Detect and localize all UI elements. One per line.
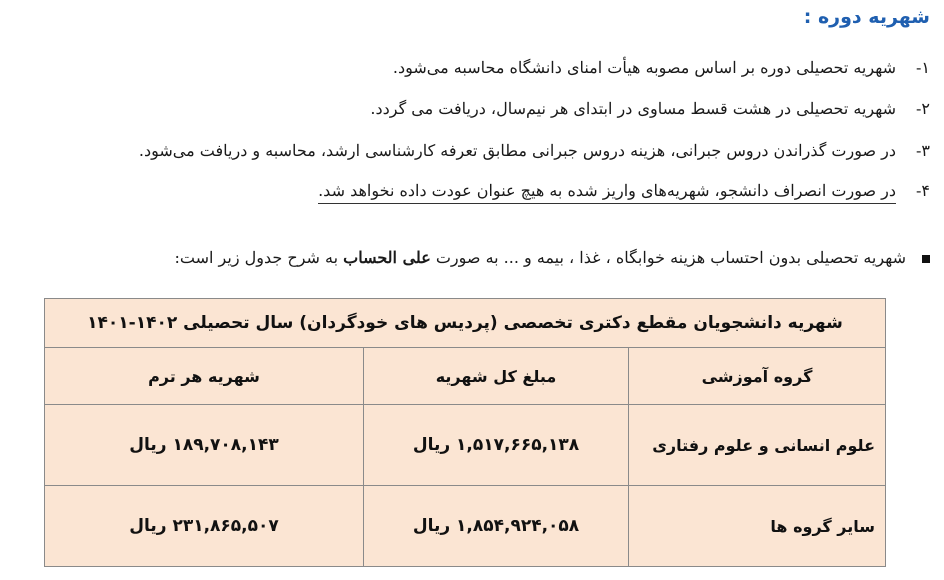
table-caption-row — [45, 299, 886, 348]
list-item-3 — [20, 141, 930, 160]
list-item-1 — [20, 58, 930, 77]
table-header-row — [45, 348, 886, 405]
item-text: شهریه تحصیلی در هشت قسط مساوی در ابتدای هر نیم‌سال، دریافت می گردد. — [370, 99, 896, 118]
note-text-before: شهریه تحصیلی بدون احتساب هزینه خوابگاه ، غذا ، بیمه و ... به صورت — [430, 248, 906, 267]
header-per-term: شهریه هر ترم — [45, 348, 364, 405]
cell-total: ۱,۸۵۴,۹۲۴,۰۵۸ ریال — [364, 486, 629, 567]
square-bullet-icon — [922, 255, 930, 263]
cell-per-term: ۲۳۱,۸۶۵,۵۰۷ ریال — [45, 486, 364, 567]
list-item-2 — [20, 99, 930, 118]
item-number: ۳- — [916, 141, 930, 160]
cell-group: سایر گروه ها — [629, 486, 886, 567]
item-number: ۴- — [916, 181, 930, 200]
note-text-bold: علی الحساب — [343, 248, 431, 267]
item-number: ۱- — [916, 58, 930, 77]
table-row — [45, 486, 886, 567]
header-total: مبلغ کل شهریه — [364, 348, 629, 405]
item-text: در صورت انصراف دانشجو، شهریه‌های واریز شده به هیچ عنوان عودت داده نخواهد شد. — [318, 181, 896, 204]
table-row — [45, 405, 886, 486]
header-group: گروه آموزشی — [629, 348, 886, 405]
item-text: در صورت گذراندن دروس جبرانی، هزینه دروس جبرانی مطابق تعرفه کارشناسی ارشد، محاسبه و دریافت می‌شود. — [138, 141, 896, 160]
table-caption: شهریه دانشجویان مقطع دکتری تخصصی (پردیس های خودگردان) سال تحصیلی ۱۴۰۲-۱۴۰۱ — [45, 299, 886, 348]
section-heading: شهریه دوره : — [803, 6, 930, 28]
cell-total: ۱,۵۱۷,۶۶۵,۱۳۸ ریال — [364, 405, 629, 486]
tuition-table — [44, 298, 886, 567]
list-item-4 — [20, 181, 930, 204]
item-number: ۲- — [916, 99, 930, 118]
cell-group: علوم انسانی و علوم رفتاری — [629, 405, 886, 486]
note-text-after: به شرح جدول زیر است: — [174, 248, 344, 267]
item-text: شهریه تحصیلی دوره بر اساس مصوبه هیأت امنای دانشگاه محاسبه می‌شود. — [392, 58, 896, 77]
cell-per-term: ۱۸۹,۷۰۸,۱۴۳ ریال — [45, 405, 364, 486]
tuition-note — [20, 248, 930, 267]
